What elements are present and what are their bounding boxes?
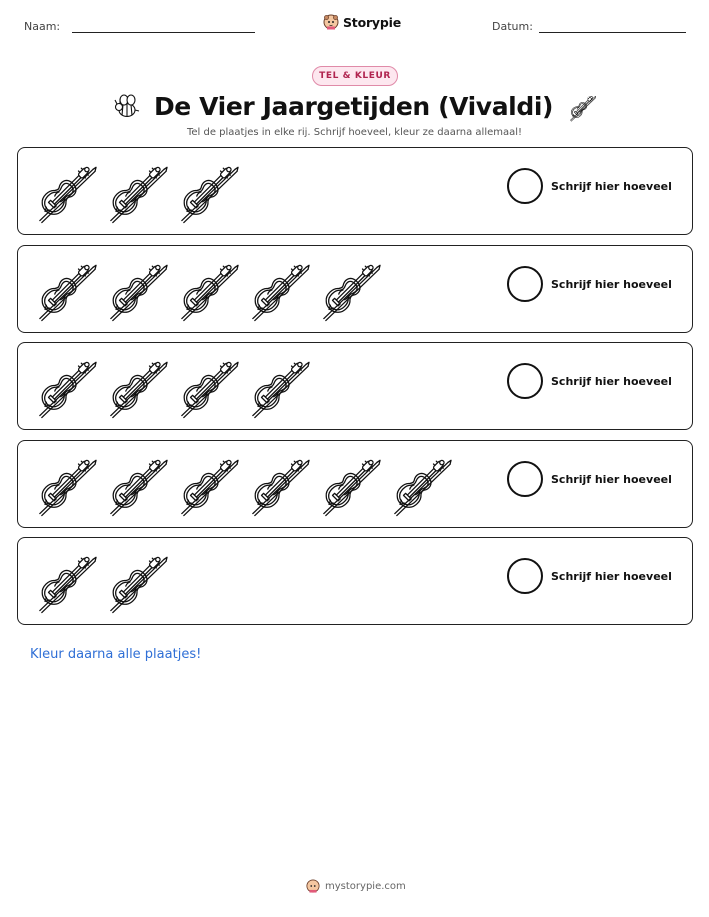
worksheet-header	[0, 0, 709, 50]
answer-label: Schrijf hier hoeveel	[551, 472, 672, 486]
violin-icon[interactable]	[28, 253, 99, 325]
violin-icon[interactable]	[241, 350, 312, 422]
violin-group	[28, 155, 241, 227]
answer-label: Schrijf hier hoeveel	[551, 570, 672, 583]
storypie-mascot-icon	[306, 879, 320, 893]
violin-icon[interactable]	[312, 448, 383, 520]
violin-group	[28, 350, 312, 422]
violin-icon[interactable]	[99, 545, 170, 617]
name-line[interactable]	[72, 32, 255, 33]
violin-icon[interactable]	[28, 448, 99, 520]
answer-label: Schrijf hier hoeveel	[551, 180, 672, 193]
violin-icon[interactable]	[99, 448, 170, 520]
counting-row	[17, 537, 693, 625]
answer-circle[interactable]	[507, 168, 543, 204]
coloring-note: Kleur daarna alle plaatjes!	[30, 647, 202, 662]
violin-icon[interactable]	[170, 350, 241, 422]
answer-label: Schrijf hier hoeveel	[551, 375, 672, 388]
answer-label: Schrijf hier hoeveel	[551, 277, 672, 291]
bee-icon	[112, 92, 142, 122]
storypie-logo	[323, 13, 401, 31]
instructions: Tel de plaatjes in elke rij. Schrijf hoeveel, kleur ze daarna allemaal!	[186, 127, 523, 138]
activity-badge: TEL & KLEUR	[312, 66, 398, 86]
storypie-mascot-icon	[323, 14, 339, 30]
footer-url: mystorypie.com	[325, 880, 406, 892]
answer-circle[interactable]	[507, 266, 543, 302]
counting-row	[17, 440, 693, 528]
page-title-row	[0, 90, 709, 124]
counting-row	[17, 147, 693, 235]
violin-icon[interactable]	[383, 448, 454, 520]
name-label: Naam:	[24, 20, 61, 33]
page-title: De Vier Jaargetijden (Vivaldi)	[153, 92, 554, 121]
violin-icon[interactable]	[28, 545, 99, 617]
violin-icon[interactable]	[170, 253, 241, 325]
violin-icon[interactable]	[312, 253, 383, 325]
answer-circle[interactable]	[507, 363, 543, 399]
date-line[interactable]	[539, 32, 686, 33]
date-label: Datum:	[492, 20, 533, 33]
counting-rows	[17, 147, 693, 635]
brand-name: Storypie	[343, 14, 401, 30]
counting-row	[17, 245, 693, 333]
answer-circle[interactable]	[507, 461, 543, 497]
violin-group	[28, 253, 383, 325]
violin-icon[interactable]	[99, 155, 170, 227]
violin-icon[interactable]	[28, 155, 99, 227]
violin-icon[interactable]	[170, 155, 241, 227]
violin-icon[interactable]	[170, 448, 241, 520]
violin-icon[interactable]	[99, 350, 170, 422]
counting-row	[17, 342, 693, 430]
violin-icon[interactable]	[241, 448, 312, 520]
violin-icon[interactable]	[99, 253, 170, 325]
violin-icon	[565, 91, 597, 123]
violin-icon[interactable]	[28, 350, 99, 422]
violin-icon[interactable]	[241, 253, 312, 325]
answer-circle[interactable]	[507, 558, 543, 594]
footer-brand	[306, 879, 406, 893]
violin-group	[28, 448, 454, 520]
violin-group	[28, 545, 170, 617]
